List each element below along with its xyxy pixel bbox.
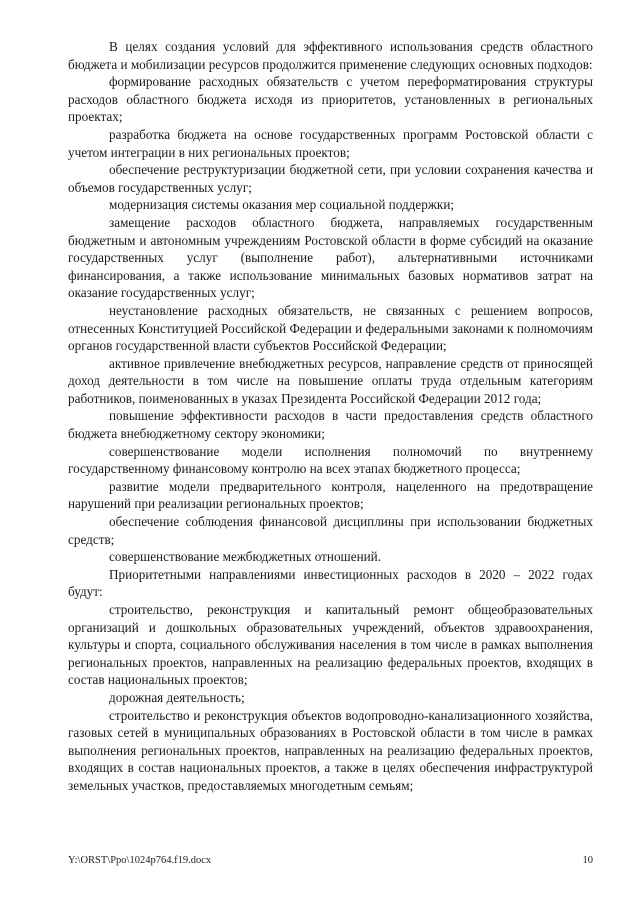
paragraph-item: строительство, реконструкция и капитальный ремонт общеобразовательных организаций и дошкольных образовательных учреждений, объектов здравоохранения, культуры и спорта, социального обслуживания населения в том числе в рамках выполнения региональных проектов, направленных на реализацию федеральных проектов, входящих в состав национальных проектов; [68,602,593,688]
paragraph-item: активное привлечение внебюджетных ресурсов, направление средств от приносящей доход деятельности в том числе на повышение оплаты труда отдельным категориям работников, поименованных в указах Президента Российской Федерации 2012 года; [68,355,593,406]
paragraph-item: разработка бюджета на основе государственных программ Ростовской области с учетом интеграции в них региональных проектов; [68,126,593,160]
paragraph-item: неустановление расходных обязательств, не связанных с решением вопросов, отнесенных Конституцией Российской Федерации и федеральными законами к полномочиям органов государственной власти субъектов Российской Федерации; [68,302,593,354]
paragraph-priorities-intro: Приоритетными направлениями инвестиционных расходов в 2020 – 2022 годах будут: [68,566,593,600]
paragraph-item: развитие модели предварительного контроля, нацеленного на предотвращение нарушений при реализации региональных проектов; [68,478,593,512]
paragraph-item: обеспечение соблюдения финансовой дисциплины при использовании бюджетных средств; [68,514,593,547]
paragraph-item: повышение эффективности расходов в части предоставления средств областного бюджета внебюджетному сектору экономики; [68,408,593,442]
paragraph-item: модернизация системы оказания мер социальной поддержки; [109,197,455,213]
paragraph-item: формирование расходных обязательств с учетом переформатирования структуры расходов областного бюджета исходя из приоритетов, установленных в региональных проектах; [68,74,593,125]
paragraph-item: дорожная деятельность; [109,689,245,705]
document-body [68,38,593,795]
paragraph-intro: В целях создания условий для эффективного использования средств областного бюджета и мобилизации ресурсов продолжится применение следующих основных подходов: [68,39,593,72]
paragraph-item: совершенствование модели исполнения полномочий по внутреннему государственному финансовому контролю на всех этапах бюджетного процесса; [68,443,593,477]
page-number: 10 [582,855,593,866]
paragraph-item: строительство и реконструкция объектов водопроводно-канализационного хозяйства, газовых сетей в муниципальных образованиях в Ростовской области в том числе в рамках выполнения региональных проектов, направленных на реализацию федеральных проектов, входящих в состав национальных проектов, а также в целях обеспечения инфраструктурой земельных участков, предоставляемых многодетным семьям; [68,707,593,793]
paragraph-item: замещение расходов областного бюджета, направляемых государственным бюджетным и автономным учреждениям Ростовской области в форме субсидий на оказание государственных услуг (выполнение работ), альтернативными источниками финансирования, а также использование минимальных базовых нормативов затрат на оказание государственных услуг; [68,214,593,301]
paragraph-item: совершенствование межбюджетных отношений. [109,549,382,565]
paragraph-item: обеспечение реструктуризации бюджетной сети, при условии сохранения качества и объемов государственных услуг; [68,162,593,195]
footer-file-path: Y:\ORST\Ppo\1024p764.f19.docx [68,855,212,866]
